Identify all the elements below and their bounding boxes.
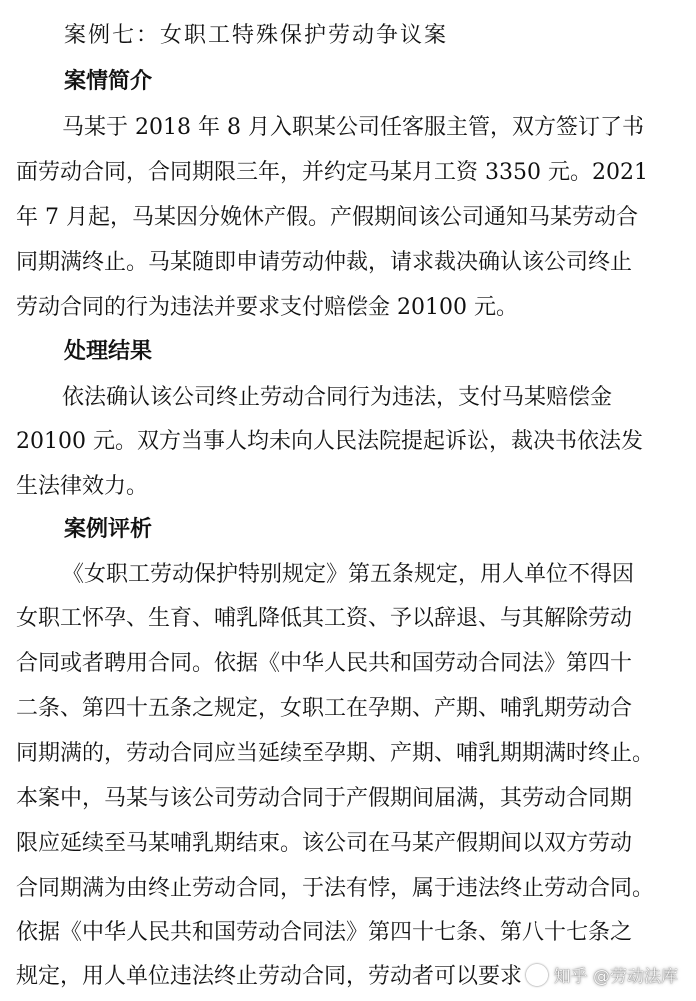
paragraph-line: 二条、第四十五条之规定，女职工在孕期、产期、哺乳期劳动合 (16, 696, 633, 721)
paragraph-line: 本案中，马某与该公司劳动合同于产假期间届满，其劳动合同期 (16, 786, 633, 811)
watermark-text: 知乎 @劳动法库 (553, 967, 678, 987)
paragraph-line: 面劳动合同，合同期限三年，并约定马某月工资 3350 元。2021 (16, 160, 648, 185)
paragraph-line: 年 7 月起，马某因分娩休产假。产假期间该公司通知马某劳动合 (16, 205, 638, 230)
paragraph-line: 同期满终止。马某随即申请劳动仲裁，请求裁决确认该公司终止 (16, 250, 633, 275)
paragraph-line: 20100 元。双方当事人均未向人民法院提起诉讼，裁决书依法发 (16, 429, 643, 454)
watermark (526, 962, 678, 987)
heading-case-summary: 案情简介 (64, 69, 153, 94)
paragraph-line: 生法律效力。 (16, 474, 149, 499)
paragraph-line: 劳动合同的行为违法并要求支付赔偿金 20100 元。 (16, 295, 518, 320)
paragraph-line: 《女职工劳动保护特别规定》第五条规定，用人单位不得因 (62, 562, 635, 587)
paragraph-line: 同期满的，劳动合同应当延续至孕期、产期、哺乳期期满时终止。 (16, 741, 655, 766)
paragraph-line: 女职工怀孕、生育、哺乳降低其工资、予以辞退、与其解除劳动 (16, 606, 633, 631)
paragraph-line: 马某于 2018 年 8 月入职某公司任客服主管，双方签订了书 (62, 115, 644, 140)
heading-result: 处理结果 (64, 339, 153, 364)
paragraph-line: 依据《中华人民共和国劳动合同法》第四十七条、第八十七条之 (16, 920, 633, 945)
case-title: 案例七：女职工特殊保护劳动争议案 (64, 23, 449, 48)
heading-analysis: 案例评析 (64, 517, 153, 542)
paragraph-line: 规定，用人单位违法终止劳动合同，劳动者可以要求 (16, 964, 523, 989)
watermark-logo-icon (526, 964, 548, 986)
paragraph-line: 依法确认该公司终止劳动合同行为违法，支付马某赔偿金 (62, 385, 613, 410)
paragraph-line: 合同期满为由终止劳动合同，于法有悖，属于违法终止劳动合同。 (16, 876, 655, 901)
paragraph-line: 合同或者聘用合同。依据《中华人民共和国劳动合同法》第四十 (16, 651, 633, 676)
paragraph-line: 限应延续至马某哺乳期结束。该公司在马某产假期间以双方劳动 (16, 831, 633, 856)
